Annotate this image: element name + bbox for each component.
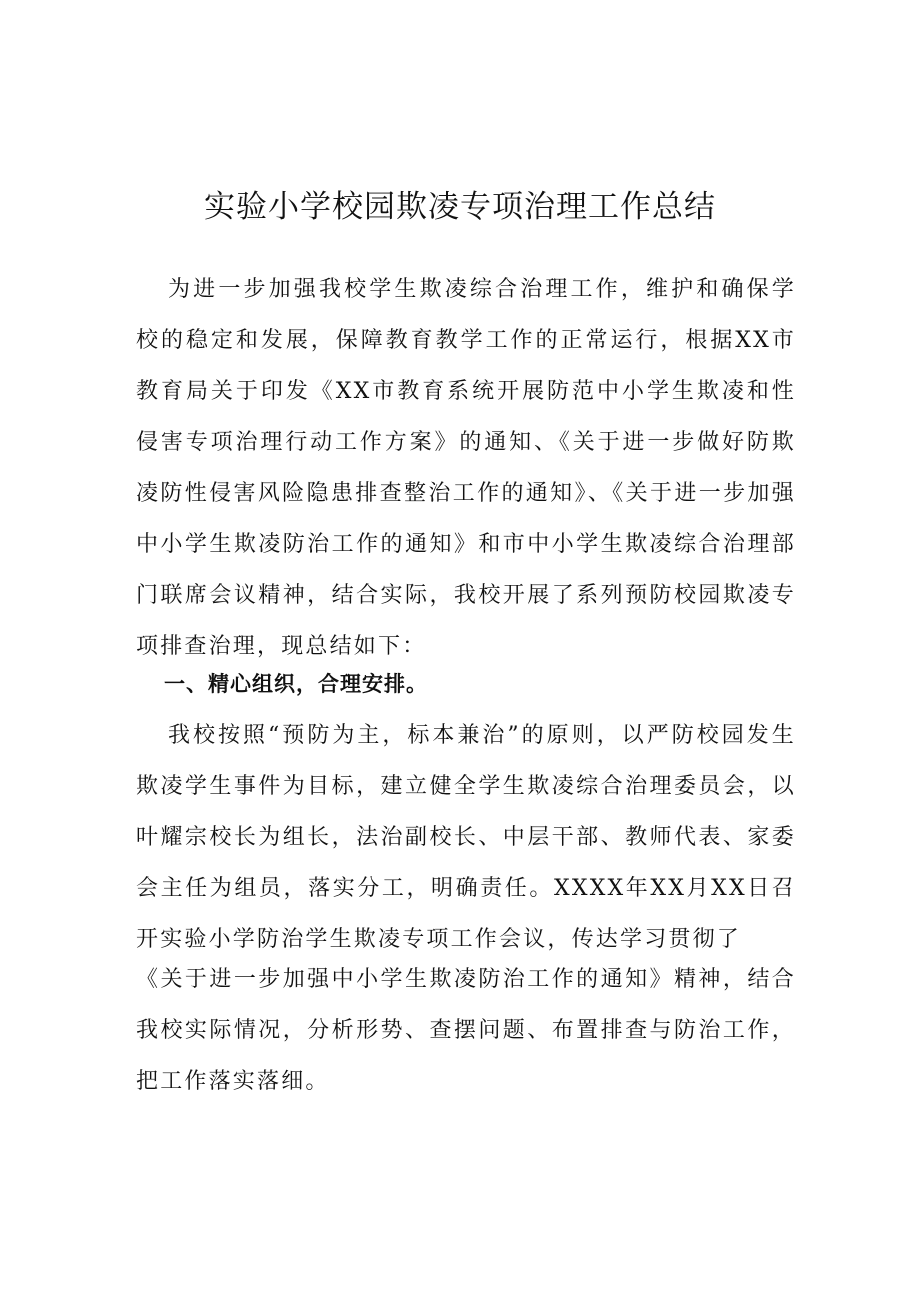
document-title: 实验小学校园欺凌专项治理工作总结	[204, 189, 716, 225]
section-paragraph: 我校按照“预防为主，标本兼治”的原则，以严防校园发生欺凌学生事件为目标，建立健全学生欺凌综合治理委员会，以叶耀宗校长为组长，法治副校长、中层干部、教师代表、家委会主任为组员，落实分工，明确责任。XXXX年XX月XX日召开实验小学防治学生欺凌专项工作会议，传达学习贯彻了	[136, 723, 796, 952]
section-heading: 一、精心组织，合理安排。	[164, 672, 428, 696]
intro-paragraph: 为进一步加强我校学生欺凌综合治理工作，维护和确保学校的稳定和发展，保障教育教学工作的正常运行，根据XX市教育局关于印发《XX市教育系统开展防范中小学生欺凌和性侵害专项治理行动工作方案》的通知、《关于进一步做好防欺凌防性侵害风险隐患排查整治工作的通知》、《关于进一步加强中小学生欺凌防治工作的通知》和市中小学生欺凌综合治理部门联席会议精神，结合实际，我校开展了系列预防校园欺凌专项排查治理，现总结如下：	[136, 277, 796, 659]
section-paragraph-continued: 《关于进一步加强中小学生欺凌防治工作的通知》精神，结合我校实际情况，分析形势、查摆问题、布置排查与防治工作，把工作落实落细。	[136, 967, 796, 1094]
